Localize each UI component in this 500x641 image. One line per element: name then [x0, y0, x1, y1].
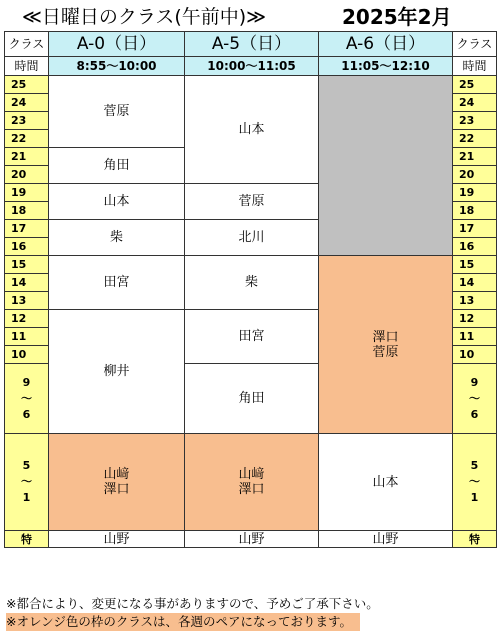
- rank-left: 17: [5, 220, 49, 238]
- class-a5: A-5（日）: [185, 32, 319, 57]
- class-label-right: クラス: [453, 32, 497, 57]
- rank-right: 14: [453, 274, 497, 292]
- pair-cell-a5: 山﨑 澤口: [185, 434, 319, 531]
- rank-right: 15: [453, 256, 497, 274]
- rank-right: 13: [453, 292, 497, 310]
- rank-left: 23: [5, 112, 49, 130]
- cell-a0: 田宮: [49, 256, 185, 310]
- rank-range-left: 9 〜 6: [5, 364, 49, 434]
- rank-right: 10: [453, 346, 497, 364]
- cell-a6: 山野: [319, 531, 453, 548]
- title-main: ≪日曜日のクラス(午前中)≫: [22, 6, 267, 28]
- rank-left: 25: [5, 76, 49, 94]
- pair-cell-a0: 山﨑 澤口: [49, 434, 185, 531]
- cell-a0: 山野: [49, 531, 185, 548]
- rank-right: 17: [453, 220, 497, 238]
- pair-cell-a6: [319, 256, 453, 434]
- rank-left: 16: [5, 238, 49, 256]
- class-a0: A-0（日）: [49, 32, 185, 57]
- cell-a5: 北川: [185, 220, 319, 256]
- time-label-left: 時間: [5, 57, 49, 76]
- notes: [6, 595, 379, 631]
- note-pair: ※オレンジ色の枠のクラスは、各週のペアになっております。: [6, 613, 360, 631]
- cell-a5: 柴: [185, 256, 319, 310]
- rank-right: 24: [453, 94, 497, 112]
- rank-right: 20: [453, 166, 497, 184]
- schedule-table: [4, 31, 497, 548]
- rank-range-right: 9 〜 6: [453, 364, 497, 434]
- cell-a0: 柳井: [49, 310, 185, 434]
- note-change: ※都合により、変更になる事がありますので、予めご了承下さい。: [6, 596, 379, 611]
- rank-right: 12: [453, 310, 497, 328]
- cell-a6: 山本: [319, 434, 453, 531]
- cell-a5: 田宮: [185, 310, 319, 364]
- cell-a6-line1: 澤口: [372, 329, 399, 345]
- rank-left: 21: [5, 148, 49, 166]
- rank-left: 20: [5, 166, 49, 184]
- rank-range-left: 5 〜 1: [5, 434, 49, 531]
- rank-right: 21: [453, 148, 497, 166]
- rank-left: 11: [5, 328, 49, 346]
- rank-left: 24: [5, 94, 49, 112]
- cell-a5: 山本: [185, 76, 319, 184]
- cell-a0: 角田: [49, 148, 185, 184]
- rank-left: 13: [5, 292, 49, 310]
- time-label-right: 時間: [453, 57, 497, 76]
- rank-left: 19: [5, 184, 49, 202]
- rank-right: 23: [453, 112, 497, 130]
- rank-right: 18: [453, 202, 497, 220]
- rank-left: 14: [5, 274, 49, 292]
- rank-left: 18: [5, 202, 49, 220]
- class-a6: A-6（日）: [319, 32, 453, 57]
- rank-right: 19: [453, 184, 497, 202]
- time-a5: 10:00〜11:05: [185, 57, 319, 76]
- rank-left: 10: [5, 346, 49, 364]
- rank-left: 12: [5, 310, 49, 328]
- rank-right: 25: [453, 76, 497, 94]
- time-a6: 11:05〜12:10: [319, 57, 453, 76]
- time-header-row: [5, 57, 497, 76]
- cell-a0: 山本: [49, 184, 185, 220]
- cell-a6-line2: 菅原: [372, 344, 399, 360]
- cell-a5: 角田: [185, 364, 319, 434]
- class-label-left: クラス: [5, 32, 49, 57]
- title-month: 2025年2月: [342, 5, 452, 29]
- special-right: 特: [453, 531, 497, 548]
- unavailable-block: [319, 76, 453, 256]
- class-header-row: [5, 32, 497, 57]
- rank-left: 22: [5, 130, 49, 148]
- rank-right: 11: [453, 328, 497, 346]
- cell-a5: 山野: [185, 531, 319, 548]
- cell-a5: 菅原: [185, 184, 319, 220]
- cell-a0: 菅原: [49, 76, 185, 148]
- rank-left: 15: [5, 256, 49, 274]
- rank-right: 22: [453, 130, 497, 148]
- time-a0: 8:55〜10:00: [49, 57, 185, 76]
- cell-a0: 柴: [49, 220, 185, 256]
- rank-range-right: 5 〜 1: [453, 434, 497, 531]
- rank-right: 16: [453, 238, 497, 256]
- special-left: 特: [5, 531, 49, 548]
